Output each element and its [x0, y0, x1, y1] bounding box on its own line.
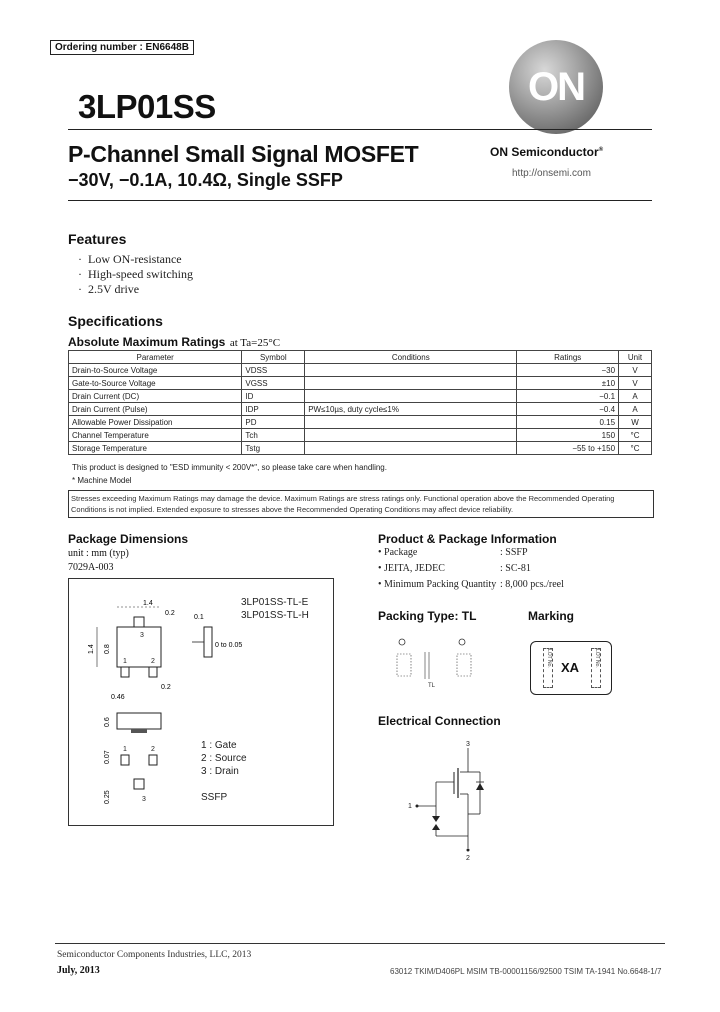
- cell-param: Drain-to-Source Voltage: [69, 364, 242, 377]
- stress-notice: Stresses exceeding Maximum Ratings may damage the device. Maximum Ratings are stress ratings only. Functional operation above the Recommended Operating Conditions is not implied. Extended exposure to stresses above the Recommended Operating Conditions may affect device reliability.: [68, 490, 654, 518]
- cell-cond: PW≤10µs, duty cycle≤1%: [305, 403, 517, 416]
- pad-1: [121, 755, 129, 765]
- packing-type-heading: Packing Type: TL: [378, 609, 477, 623]
- cell-param: Allowable Power Dissipation: [69, 416, 242, 429]
- amr-heading: [68, 333, 280, 351]
- cell-symbol: Tch: [242, 429, 305, 442]
- tape-pocket: [457, 654, 471, 676]
- title-rule-bottom: [68, 200, 652, 201]
- table-row: [69, 377, 652, 390]
- cell-symbol: Tstg: [242, 442, 305, 455]
- package-front-view: [117, 713, 161, 729]
- title-line-2: −30V, −0.1A, 10.4Ω, Single SSFP: [68, 170, 343, 190]
- cell-unit: W: [619, 416, 652, 429]
- cell-symbol: ID: [242, 390, 305, 403]
- body-diode: [476, 783, 484, 790]
- package-code: 7029A-003: [68, 562, 114, 573]
- cell-unit: °C: [619, 429, 652, 442]
- pad-3-label: 3: [142, 796, 146, 803]
- feature-item: · High-speed switching: [78, 267, 193, 281]
- lead-3: [134, 617, 144, 627]
- marking-code: XA: [561, 660, 580, 675]
- info-label: • JEITA, JEDEC: [378, 563, 445, 574]
- cell-rating: ±10: [517, 377, 619, 390]
- col-unit: Unit: [619, 351, 652, 364]
- marking-heading: Marking: [528, 609, 575, 623]
- pin-source: 2 : Source: [201, 753, 247, 764]
- pad-2: [149, 755, 157, 765]
- cell-cond: [305, 429, 517, 442]
- info-value-qty: : 8,000 pcs./reel: [500, 579, 564, 590]
- feature-text: High-speed switching: [88, 267, 193, 281]
- pin-drain: 3 : Drain: [201, 766, 239, 777]
- cell-cond: [305, 416, 517, 429]
- protection-diode: [432, 816, 440, 822]
- cell-param: Storage Temperature: [69, 442, 242, 455]
- specifications-heading: Specifications: [68, 313, 163, 329]
- feature-text: 2.5V drive: [88, 282, 140, 296]
- dim-width: 1.4: [143, 600, 153, 607]
- footer-rule: [55, 943, 665, 944]
- amr-title: Absolute Maximum Ratings: [68, 335, 226, 349]
- table-header-row: [69, 351, 652, 364]
- unit-label: unit : mm (typ): [68, 548, 129, 559]
- cell-param: Drain Current (Pulse): [69, 403, 242, 416]
- cell-unit: V: [619, 364, 652, 377]
- cell-rating: −30: [517, 364, 619, 377]
- cell-cond: [305, 390, 517, 403]
- cell-symbol: VDSS: [242, 364, 305, 377]
- front-view-base: [131, 729, 147, 733]
- info-label: • Minimum Packing Quantity: [378, 579, 497, 590]
- part-code-e: 3LP01SS-TL-E: [241, 597, 309, 608]
- protection-diode-2: [432, 824, 440, 830]
- cell-symbol: IDP: [242, 403, 305, 416]
- part-code-h: 3LP01SS-TL-H: [241, 610, 309, 621]
- sprocket-hole: [399, 639, 405, 645]
- dim-pad-size: 0.25: [104, 790, 111, 804]
- cell-cond: [305, 442, 517, 455]
- ratings-table: [68, 350, 652, 455]
- brand-name: [490, 145, 603, 159]
- lot-no-right: LOT No.: [591, 648, 601, 688]
- pin-1-number: 1: [408, 803, 412, 810]
- amr-condition: at Ta=25°C: [229, 337, 281, 349]
- package-side-view: [204, 627, 212, 657]
- title-line-1: P-Channel Small Signal MOSFET: [68, 141, 419, 167]
- cell-unit: °C: [619, 442, 652, 455]
- dim-standoff: 0 to 0.05: [215, 642, 243, 649]
- pad-1-label: 1: [123, 746, 127, 753]
- sprocket-hole: [459, 639, 465, 645]
- product-info-heading: Product & Package Information: [378, 532, 557, 546]
- title-rule-top: [68, 129, 652, 130]
- info-label: • Package: [378, 547, 418, 558]
- package-name: SSFP: [201, 792, 228, 803]
- dim-lead-width: 0.46: [111, 694, 125, 701]
- pin-3-number: 3: [466, 741, 470, 748]
- cell-cond: [305, 364, 517, 377]
- col-parameter: Parameter: [69, 351, 242, 364]
- lot-no-left: LOT No.: [543, 648, 553, 688]
- pin-3-label: 3: [140, 632, 144, 639]
- table-row: [69, 442, 652, 455]
- dim-lead-bottom: 0.2: [161, 684, 171, 691]
- part-number: 3LP01SS: [78, 88, 216, 125]
- pin-2-label: 2: [151, 658, 155, 665]
- logo-text: ON: [528, 64, 584, 109]
- table-row: [69, 416, 652, 429]
- col-conditions: Conditions: [305, 351, 517, 364]
- dim-body-thickness: 0.6: [104, 717, 111, 727]
- col-ratings: Ratings: [517, 351, 619, 364]
- tape-pocket: [397, 654, 411, 676]
- mosfet-schematic: [400, 736, 510, 862]
- feature-item: · 2.5V drive: [78, 282, 140, 296]
- footer-company: Semiconductor Components Industries, LLC, 2013: [57, 950, 252, 960]
- cell-rating: −0.1: [517, 390, 619, 403]
- table-row: [69, 390, 652, 403]
- info-value-jeita: : SC-81: [500, 563, 531, 574]
- website-link[interactable]: http://onsemi.com: [512, 168, 591, 179]
- cell-unit: V: [619, 377, 652, 390]
- footer-date: July, 2013: [57, 965, 100, 976]
- cell-param: Drain Current (DC): [69, 390, 242, 403]
- cell-rating: −55 to +150: [517, 442, 619, 455]
- info-row-jeita: [378, 563, 445, 574]
- feature-text: Low ON-resistance: [88, 252, 182, 266]
- cell-param: Channel Temperature: [69, 429, 242, 442]
- dim-pad-offset: 0.07: [104, 750, 111, 764]
- cell-cond: [305, 377, 517, 390]
- cell-symbol: VGSS: [242, 377, 305, 390]
- cell-symbol: PD: [242, 416, 305, 429]
- footer-doc-code: 63012 TKIM/D406PL MSIM TB-00001156/92500 TSIM TA-1941 No.6648-1/7: [390, 967, 662, 976]
- feature-item: · Low ON-resistance: [78, 252, 182, 266]
- cell-rating: 150: [517, 429, 619, 442]
- registered-mark: ®: [598, 147, 604, 153]
- on-logo: [509, 40, 603, 134]
- cell-unit: A: [619, 390, 652, 403]
- tl-label: TL: [428, 683, 436, 689]
- cell-param: Gate-to-Source Voltage: [69, 377, 242, 390]
- pad-2-label: 2: [151, 746, 155, 753]
- lead-2: [149, 667, 157, 677]
- marking-box: [530, 641, 612, 695]
- dim-height: 1.4: [88, 644, 95, 654]
- ordering-number: Ordering number : EN6648B: [50, 40, 194, 55]
- pad-3: [134, 779, 144, 789]
- lead-1: [121, 667, 129, 677]
- cell-rating: 0.15: [517, 416, 619, 429]
- table-row: [69, 364, 652, 377]
- dim-pitch: 0.8: [104, 644, 111, 654]
- table-row: [69, 403, 652, 416]
- pin-gate: 1 : Gate: [201, 740, 237, 751]
- pin-2-number: 2: [466, 855, 470, 862]
- table-row: [69, 429, 652, 442]
- dim-lead-thickness: 0.1: [194, 614, 204, 621]
- cell-unit: A: [619, 403, 652, 416]
- info-value-package: : SSFP: [500, 547, 528, 558]
- electrical-connection-heading: Electrical Connection: [378, 714, 501, 728]
- info-row-qty: [378, 579, 496, 590]
- package-dimensions-heading: Package Dimensions: [68, 532, 189, 546]
- dim-lead-top: 0.2: [165, 610, 175, 617]
- esd-note: This product is designed to "ESD immunity < 200V*", so please take care when handling.: [72, 463, 387, 472]
- col-symbol: Symbol: [242, 351, 305, 364]
- package-drawing-box: [68, 578, 334, 826]
- cell-rating: −0.4: [517, 403, 619, 416]
- brand-text: ON Semiconductor: [490, 145, 599, 159]
- packing-tape-diagram: [385, 634, 495, 694]
- pin-1-label: 1: [123, 658, 127, 665]
- info-row-package: [378, 547, 417, 558]
- features-heading: Features: [68, 231, 127, 247]
- source-terminal: [467, 849, 470, 852]
- machine-model-note: * Machine Model: [72, 476, 132, 485]
